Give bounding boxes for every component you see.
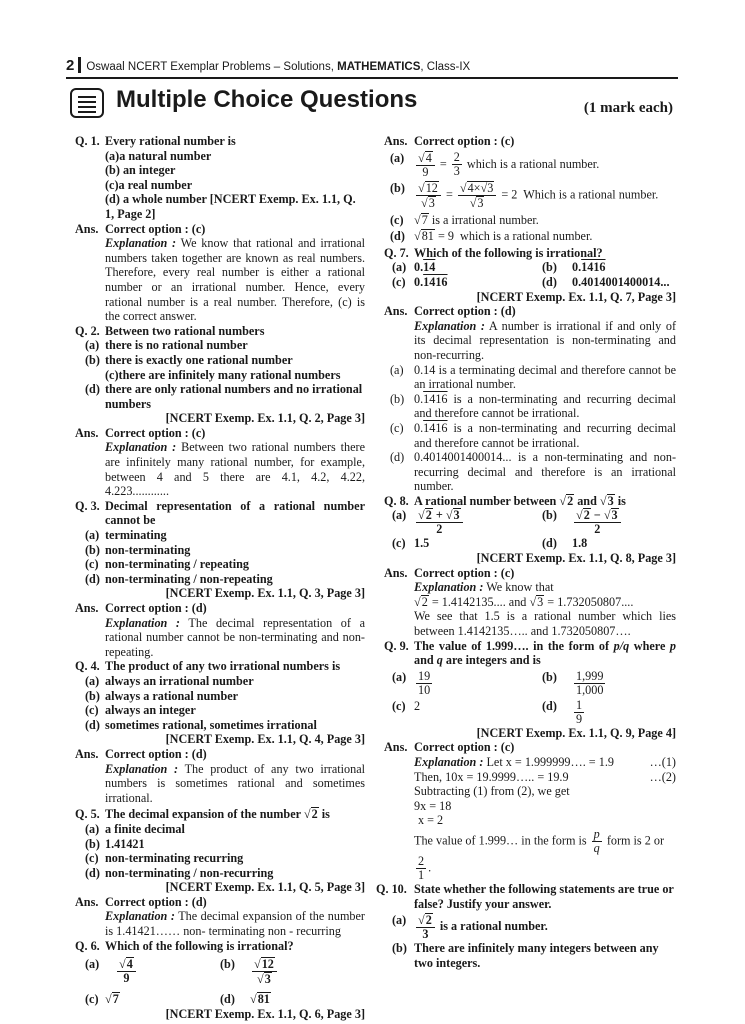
option-c: 1.5 — [414, 536, 430, 551]
reference: [NCERT Exemp. Ex. 1.1, Q. 7, Page 3] — [476, 289, 676, 304]
book-title: Oswaal NCERT Exemplar Problems – Solutions, — [86, 61, 338, 73]
option-d: 1.8 — [572, 536, 588, 551]
answer: Correct option : (c) — [105, 425, 206, 440]
explanation: Explanation : The product of any two irrational numbers is sometimes rational and sometimes irrational. — [105, 761, 366, 805]
subject-name: MATHEMATICS — [337, 61, 421, 73]
option-b: $\frac{√2 - √3}{2}$ — [574, 508, 621, 536]
answer: Correct option : (c) — [414, 134, 515, 148]
explanation-c: √7 is a irrational number. — [414, 212, 539, 227]
statement-b: There are infinitely many integers between any two integers. — [414, 941, 659, 970]
header-rule — [66, 77, 678, 79]
option-a: terminating — [105, 528, 167, 543]
option-d: there are only rational numbers and no irrational numbers — [105, 382, 363, 411]
option-c: 2 — [414, 698, 421, 713]
explanation: Explanation : We know that rational and irrational numbers taken together are known as real numbers. Therefore, every real number is either a rational number or an irrational number. Hence, every rational number is a real number. Therefore, (c) is the correct answer. — [105, 236, 366, 324]
option-d: (d) a whole number [NCERT Exemp. Ex. 1.1, Q. 1, Page 2] — [105, 192, 356, 221]
option-c: 0.1416 — [414, 274, 448, 289]
reference: [NCERT Exemp. Ex. 1.1, Q. 2, Page 3] — [165, 411, 365, 426]
option-d: non-terminating / non-repeating — [105, 571, 273, 586]
question-9: Q. 9. The value of 1.999…. in the form of p/q where p and q are integers and is — [384, 638, 677, 668]
explanation-d: √81 = 9 which is a rational number. — [414, 229, 593, 244]
option-d: non-terminating / non-recurring — [105, 865, 274, 880]
page-header — [66, 56, 678, 76]
option-a: a finite decimal — [105, 821, 185, 836]
reference: [NCERT Exemp. Ex. 1.1, Q. 9, Page 4] — [476, 725, 676, 740]
section-title: Multiple Choice Questions — [116, 86, 418, 113]
reference: [NCERT Exemp. Ex. 1.1, Q. 3, Page 3] — [165, 586, 365, 601]
header-divider — [78, 57, 81, 73]
explanation: Explanation : The decimal expansion of the number is 1.41421…… non- terminating non - recurring — [105, 909, 365, 939]
option-a: $\frac{√4}{9}$ — [117, 957, 136, 986]
explanation: Explanation : The decimal representation of a rational number cannot be non-terminating and non-repeating. — [105, 615, 365, 659]
question-text: Every rational number is — [105, 134, 236, 148]
question-1: Q. 1. Every rational number is — [75, 134, 365, 149]
answer: Correct option : (d) — [105, 601, 207, 615]
section-marks: (1 mark each) — [583, 100, 673, 116]
explanation-b: $\frac{√12}{√3}$ = $\frac{√4\times√3}{√3}$ = 2 Which is a rational number. — [418, 180, 659, 210]
option-c: (c)there are infinitely many rational numbers — [105, 367, 341, 382]
page-number: 2 — [66, 57, 75, 74]
option-b: 1.41421 — [105, 836, 145, 851]
answer: Correct option : (d) — [105, 746, 207, 761]
question-7: Q. 7. Which of the following is irrational? — [384, 245, 603, 260]
option-b: there is exactly one rational number — [105, 352, 293, 367]
option-b: non-terminating — [105, 542, 191, 557]
option-c: always an integer — [105, 703, 196, 718]
option-d: sometimes rational, sometimes irrational — [105, 717, 317, 732]
option-a: always an irrational number — [105, 673, 254, 688]
explanation: Explanation : A number is irrational if and only of its decimal representation is non-terminating and non-recurring. — [414, 318, 677, 362]
options-row: (a) $\frac{√4}{9}$ (b) $\frac{√12}{√3}$ — [75, 957, 365, 986]
question-6: Q. 6. Which of the following is irrational? — [75, 938, 294, 953]
question-4: Q. 4. The product of any two irrational numbers is — [75, 659, 341, 674]
class-name: , Class-IX — [420, 61, 471, 73]
option-c: non-terminating recurring — [105, 851, 244, 866]
explanation-d: 0.4014001400014... is a non-terminating and non-recurring decimal and therefore is an irrational number. — [414, 450, 676, 494]
right-column: Ans. Correct option : (c) (a) $\frac{√4}{9}$ = $\frac{2}{3}$ which is a rational number. (b) $\frac{√12}{√3}$ = $\frac{√4\times√3}{√3}$ = 2 Which is a rational number. (c) √7 is a irrational number. (d) √81 = 9 which is a rational number. Q. 7. Which of the following is irrational? (a) 0.14 (b) 0.1416 (c) 0.1416 (d) 0.4014001400014... [NCERT Exemp. Ex. 1.1, Q. 7, Page 3] Ans. Correct option : (d) Explanation : A number is irrational if and only of its decimal representation is non-terminating and non-recurring. (a) 0.14 is a terminating decimal and therefore cannot be an irrational number. (b) 0.1416 is a non-terminating and recurring decimal and therefore cannot be irrational. (c) 0.1416 is a non-terminating and recurring decimal and therefore cannot be irrational. (d) 0.4014001400014... is a non-terminating and non-recurring decimal and therefore is an irrational number. Q. 8. A rational number between √2 and √3 is (a) $\frac{√2 + √3}{2}$ (b) $\frac{√2 - √3}{2}$ (c) 1.5 (d) 1.8 [NCERT Exemp. Ex. 1.1, Q. 8, Page 3] Ans. Correct option : (c) Explanation : We know that √2 = 1.4142135.... and √3 = 1.732050807.... We see that 1.5 is a rational number which lies between 1.4142135….. and 1.732050807…. Q. 9. The value of 1.999…. in the form of p/q where p and q are integers and is (a) $\frac{19}{10}$ (b) $\frac{1,999}{1,000}$ (c) 2 (d) $\frac{1}{9}$ [NCERT Exemp. Ex. 1.1, Q. 9, Page 4] Ans. Correct option : (c) Explanation : Let x = 1.999999…. = 1.9 …(1) Then, 10x = 19.9999….. = 19.9 …(2) Subtracting (1) from (2), we get 9x = 18 x = 2 The value of 1.999… in the form is $\frac{p}{q}$ form is 2 or $\frac{2}{1}$ . Q. 10. State whether the following statements are true or false? Justify your answer. (a) $\frac{√2}{3}$ is a rational number. (b) There are infinitely many integers between any two integers. — [376, 134, 677, 970]
answer: Correct option : (c) — [414, 565, 515, 580]
reference: [NCERT Exemp. Ex. 1.1, Q. 8, Page 3] — [476, 551, 676, 566]
explanation: Explanation : Between two rational numbers there are infinitely many rational number, for example, between 4 and 5 there are 4.1, 4.2, 4.22, 4.223............ — [105, 440, 365, 499]
reference: [NCERT Exemp. Ex. 1.1, Q. 5, Page 3] — [165, 880, 365, 895]
explanation-b: 0.1416 is a non-terminating and recurring decimal and therefore cannot be irrational. — [414, 391, 676, 421]
option-c: √7 — [105, 992, 119, 1007]
option-a: $\frac{√2 + √3}{2}$ — [416, 508, 463, 536]
answer: Correct option : (c) — [105, 221, 206, 236]
option-b: $\frac{√12}{√3}$ — [252, 957, 277, 986]
option-c: (c)a real number — [105, 177, 193, 192]
option-a: $\frac{19}{10}$ — [418, 668, 431, 697]
question-2: Q. 2. Between two rational numbers — [75, 323, 265, 338]
option-d: √81 — [250, 992, 270, 1007]
option-a: 0.14 — [414, 260, 436, 275]
option-c: non-terminating / repeating — [105, 557, 249, 572]
explanation-c: 0.1416 is a non-terminating and recurring decimal and therefore cannot be irrational. — [414, 420, 676, 450]
option-b: $\frac{1,999}{1,000}$ — [576, 668, 604, 697]
question-5: Q. 5. The decimal expansion of the number √2 is — [75, 807, 330, 822]
question-8: Q. 8. A rational number between √2 and √3 is — [384, 493, 626, 508]
option-a: there is no rational number — [105, 338, 248, 353]
option-b: 0.1416 — [572, 260, 606, 275]
list-icon — [70, 88, 104, 118]
reference: [NCERT Exemp. Ex. 1.1, Q. 6, Page 3] — [165, 1006, 365, 1021]
answer: Correct option : (d) — [105, 894, 207, 909]
question-10: Q. 10. State whether the following statements are true or false? Justify your answer. — [376, 881, 674, 911]
question-3: Q. 3. Decimal representation of a rational number cannot be — [75, 498, 365, 528]
option-a: (a)a natural number — [105, 148, 212, 163]
option-d: 0.4014001400014... — [572, 274, 670, 289]
option-d: $\frac{1}{9}$ — [576, 697, 583, 726]
explanation: Explanation : We know that — [414, 580, 554, 595]
statement-a: $\frac{√2}{3}$ is a rational number. — [418, 913, 548, 942]
answer: Correct option : (d) — [414, 304, 516, 319]
left-column: Q. 1. Every rational number is (a)a natural number (b) an integer (c)a real number (d) a whole number [NCERT Exemp. Ex. 1.1, Q. 1, Page 2] Ans. Correct option : (c) Explanation : We know that rational and irrational numbers taken together are known as real numbers. Therefore, every real number is either a rational number or an irrational number. Hence, every rational number is a real number. Therefore, (c) is the correct answer. Q. 2. Between two rational numbers (a) there is no rational number (b) there is exactly one rational number (c)there are infinitely many rational numbers (d) there are only rational numbers and no irrational numbers [NCERT Exemp. Ex. 1.1, Q. 2, Page 3] Ans. Correct option : (c) Explanation : Between two rational numbers there are infinitely many rational number, for example, between 4 and 5 there are 4.1, 4.2, 4.22, 4.223............ Q. 3. Decimal representation of a rational number cannot be (a) terminating (b) non-terminating (c) non-terminating / repeating (d) non-terminating / non-repeating [NCERT Exemp. Ex. 1.1, Q. 3, Page 3] Ans. Correct option : (d) Explanation : The decimal representation of a rational number cannot be non-terminating and non-repeating. Q. 4. The product of any two irrational numbers is (a) always an irrational number (b) always a rational number (c) always an integer (d) sometimes rational, sometimes irrational [NCERT Exemp. Ex. 1.1, Q. 4, Page 3] Ans. Correct option : (d) Explanation : The product of any two irrational numbers is sometimes rational and sometimes irrational. Q. 5. The decimal expansion of the number √2 is (a) a finite decimal (b) 1.41421 (c) non-terminating recurring (d) non-terminating / non-recurring [NCERT Exemp. Ex. 1.1, Q. 5, Page 3] Ans. Correct option : (d) Explanation : The decimal expansion of the number is 1.41421…… non- terminating non - recurring Q. 6. Which of the following is irrational? (a) $\frac{√4}{9}$ (b) $\frac{√12}{√3}$ (c) √7 (d) √81 [NCERT Exemp. Ex. 1.1, Q. 6, Page 3] — [75, 134, 366, 1021]
reference: [NCERT Exemp. Ex. 1.1, Q. 4, Page 3] — [165, 732, 365, 747]
explanation-a: $\frac{√4}{9}$ = $\frac{2}{3}$ which is a rational number. — [418, 150, 600, 179]
option-b: (b) an integer — [105, 163, 176, 178]
explanation-a: 0.14 is a terminating decimal and therefore cannot be an irrational number. — [414, 362, 676, 392]
option-b: always a rational number — [105, 688, 239, 703]
answer: Correct option : (c) — [414, 740, 515, 755]
explanation: Explanation : Let x = 1.999999…. = 1.9 …(1) — [414, 755, 676, 769]
